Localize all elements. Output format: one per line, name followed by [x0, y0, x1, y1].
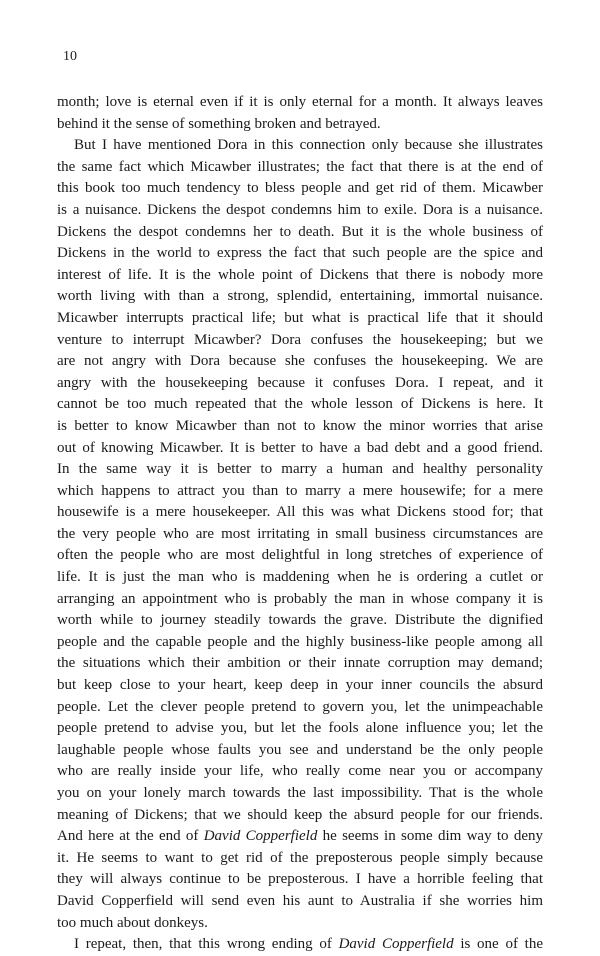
- text-line: housewife is a mere housekeeper. All this was what Dickens stood for; that: [57, 504, 543, 521]
- text-line: people and the capable people and the highly business-like people among all: [57, 633, 543, 650]
- text-line: you on your lonely march towards the last impossibility. That is the whole: [57, 785, 543, 801]
- book-title: David Copperfield: [203, 828, 318, 845]
- text-segment: I repeat, then, that this wrong ending of: [74, 936, 339, 953]
- text-line: the same fact which Micawber illustrates; the fact that there is at the end of: [57, 158, 543, 175]
- text-line: interest of life. It is the whole point of Dickens that there is nobody more: [57, 266, 543, 283]
- text-line: often the people who are most delightful in long stretches of experience of: [57, 547, 543, 564]
- text-line: the very people who are most irritating in small business circumstances are: [57, 525, 543, 542]
- text-line: this book too much tendency to bless people and get rid of them. Micawber: [57, 180, 543, 197]
- body-text: [57, 92, 543, 956]
- text-segment: he seems in some dim way to deny: [317, 828, 543, 845]
- text-line: month; love is eternal even if it is only eternal for a month. It always leaves: [57, 94, 543, 110]
- text-line: laughable people whose faults you see and understand be the only people: [57, 741, 543, 758]
- text-line: out of knowing Micawber. It is better to have a bad debt and a good friend.: [57, 439, 543, 456]
- text-line: cannot be too much repeated that the whole lesson of Dickens is here. It: [57, 396, 543, 413]
- text-line: too much about donkeys.: [57, 914, 208, 931]
- text-line: who are really inside your life, who really come near you or accompany: [57, 763, 543, 780]
- text-segment: is one of the: [453, 936, 543, 953]
- text-line: is a nuisance. Dickens the despot condemns him to exile. Dora is a nuisance.: [57, 201, 543, 218]
- text-line: David Copperfield will send even his aunt to Australia if she worries him: [57, 892, 543, 909]
- text-line: they will always continue to be preposterous. I have a horrible feeling that: [57, 871, 543, 888]
- text-line: meaning of Dickens; that we should keep the absurd people for our friends.: [57, 806, 543, 823]
- text-line: Dickens the despot condemns her to death. But it is the whole business of: [57, 223, 543, 240]
- text-line: [57, 934, 543, 956]
- text-line: In the same way it is better to marry a human and healthy personality: [57, 461, 543, 478]
- text-line: life. It is just the man who is maddening when he is ordering a cutlet or: [57, 569, 543, 586]
- page-number: 10: [63, 49, 77, 64]
- text-segment: And here at the end of: [57, 828, 204, 845]
- text-line: the situations which their ambition or their innate corruption may demand;: [57, 655, 543, 672]
- text-line: angry with the housekeeping because it confuses Dora. I repeat, and it: [57, 374, 543, 391]
- text-line: worth living with than a strong, splendid, entertaining, immortal nuisance.: [57, 288, 543, 305]
- text-line: is better to know Micawber than not to know the minor worries that arise: [57, 417, 543, 434]
- text-line: are not angry with Dora because she confuses the housekeeping. We are: [57, 353, 543, 370]
- text-line: behind it the sense of something broken and betrayed.: [57, 115, 381, 132]
- text-line: venture to interrupt Micawber? Dora confuses the housekeeping; but we: [57, 331, 543, 348]
- text-line: Dickens in the world to express the fact that such people are the spice and: [57, 245, 543, 262]
- text-line: people pretend to advise you, but let the fools alone influence you; let the: [57, 720, 543, 737]
- text-line: which happens to attract you than to marry a mere housewife; for a mere: [57, 482, 543, 499]
- text-line: worth while to journey steadily towards the grave. Distribute the dignified: [57, 612, 543, 629]
- text-line: people. Let the clever people pretend to govern you, let the unimpeachable: [57, 698, 543, 715]
- text-line: [57, 826, 543, 848]
- text-line: but keep close to your heart, keep deep in your inner councils the absurd: [57, 677, 543, 694]
- text-line: it. He seems to want to get rid of the preposterous people simply because: [57, 849, 543, 866]
- book-title: David Copperfield: [338, 936, 454, 953]
- text-line: But I have mentioned Dora in this connection only because she illustrates: [74, 137, 543, 154]
- text-line: arranging an appointment who is probably the man in whose company it is: [57, 590, 543, 607]
- text-line: Micawber interrupts practical life; but what is practical life that it should: [57, 309, 543, 326]
